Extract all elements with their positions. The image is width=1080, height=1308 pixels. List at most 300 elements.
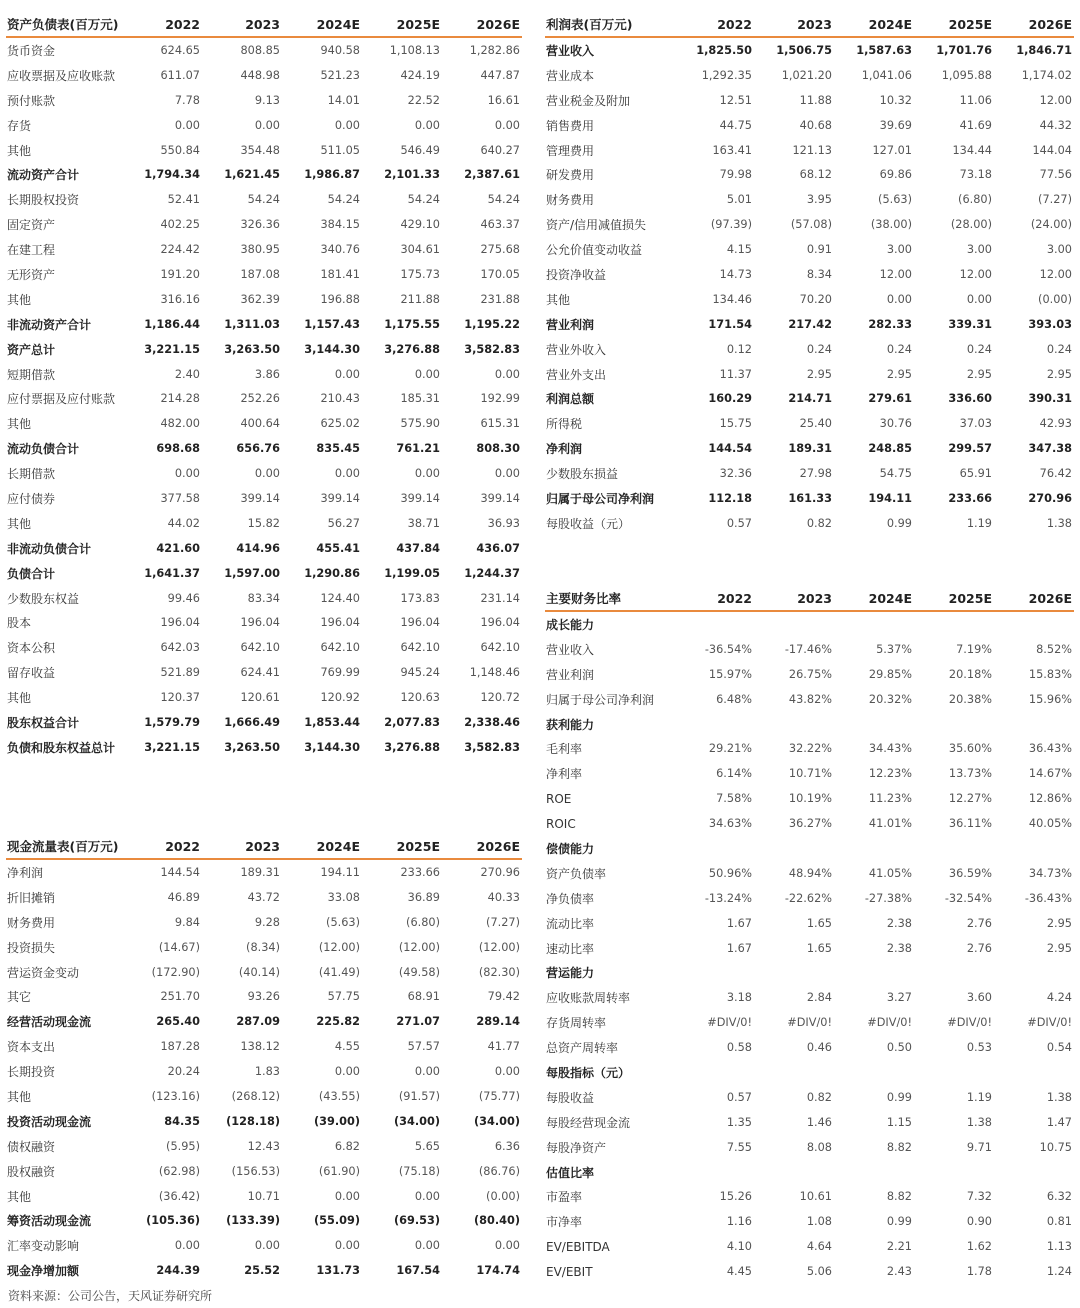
row-label: 每股经营现金流 [546,1115,631,1130]
cell-value: (62.98) [158,1164,200,1178]
cell-value: 270.96 [480,865,520,879]
cell-value: 225.82 [316,1015,360,1029]
cell-value: 7.32 [966,1190,992,1204]
cell-value: 1,199.05 [384,566,440,580]
row-label: 估值比率 [546,1165,595,1180]
cell-value: 1.67 [726,941,752,955]
cell-value: 384.15 [320,218,360,232]
year-header: 2025E [948,16,992,32]
cell-value: 2.95 [1046,941,1072,955]
row-label: 每股收益 [546,1090,595,1105]
row-label: 营运资金变动 [7,965,80,980]
cell-value: 455.41 [316,541,360,555]
cell-value: 550.84 [160,143,200,157]
cell-value: 12.00 [959,267,992,281]
cell-value [674,1160,754,1185]
cell-value: 6.32 [1046,1190,1072,1204]
cell-value: 1,621.45 [224,168,280,182]
row-label: 固定资产 [7,218,56,233]
cell-value: -13.24% [704,891,752,905]
row-label: 债权融资 [7,1139,56,1154]
cell-value [674,1060,754,1085]
cell-value: 174.74 [476,1264,520,1278]
cell-value: 54.24 [487,193,520,207]
cell-value: 1,244.37 [464,566,520,580]
cell-value: 299.57 [948,442,992,456]
cash-flow-table [6,834,522,1283]
cell-value: (69.53) [393,1214,440,1228]
row-label: 总资产周转率 [546,1041,619,1056]
table-row [6,935,522,960]
row-label: 应付债券 [7,491,56,506]
cell-value: 6.36 [494,1139,520,1153]
cell-value: 144.54 [708,442,752,456]
year-header: 2024E [868,590,912,606]
table-row [6,386,522,411]
cell-value: 1.19 [966,516,992,530]
table-row [545,886,1074,911]
row-label: 偿债能力 [546,841,595,856]
cell-value: 1.46 [806,1115,832,1129]
cell-value: 1.35 [726,1115,752,1129]
cell-value: 0.00 [966,292,992,306]
table-row [545,911,1074,936]
cell-value: 656.76 [236,442,280,456]
cell-value: 163.41 [712,143,752,157]
cell-value: -36.54% [704,642,752,656]
cell-value: 1,506.75 [776,43,832,57]
cell-value: 251.70 [160,990,200,1004]
table-row [6,635,522,660]
cell-value [914,836,994,861]
cell-value: 34.43% [868,742,912,756]
cell-value: 2.40 [174,367,200,381]
row-label: 每股净资产 [546,1140,607,1155]
cell-value [674,836,754,861]
cell-value: 211.88 [400,292,440,306]
cell-value: 42.93 [1039,417,1072,431]
cell-value: 112.18 [708,491,752,505]
cell-value: 769.99 [320,666,360,680]
year-header: 2026E [476,16,520,32]
cell-value: 265.40 [156,1015,200,1029]
cell-value: 12.23% [868,767,912,781]
row-label: 其他 [7,143,32,158]
cell-value [674,611,754,637]
cell-value: 698.68 [156,442,200,456]
row-label: 投资净收益 [546,267,607,282]
cell-value: 4.55 [334,1040,360,1054]
cell-value: 339.31 [948,317,992,331]
table-row [545,63,1074,88]
cell-value [914,712,994,737]
table-row [545,511,1074,536]
table-row [545,237,1074,262]
table-row [6,436,522,461]
cell-value: 0.00 [334,1239,360,1253]
cell-value: 2,101.33 [384,168,440,182]
cell-value: (5.63) [878,193,912,207]
cell-value: 2.95 [966,367,992,381]
year-header: 2025E [948,590,992,606]
cell-value: (12.00) [478,940,520,954]
row-label: EV/EBITDA [546,1239,610,1254]
cell-value: 54.75 [879,467,912,481]
cell-value: 8.82 [886,1140,912,1154]
cell-value: 511.05 [320,143,360,157]
cell-value: 187.08 [240,267,280,281]
cell-value: 1,095.88 [941,68,992,82]
row-label: 预付账款 [7,93,56,108]
cell-value: 50.96% [708,866,752,880]
cell-value: 210.43 [320,392,360,406]
cell-value: 414.96 [236,541,280,555]
cell-value: 10.61 [799,1190,832,1204]
table-row [6,63,522,88]
table-row [6,561,522,586]
cell-value: #DIV/0! [947,1016,992,1030]
cell-value: 1,597.00 [224,566,280,580]
cell-value: 127.01 [872,143,912,157]
cell-value: 30.76 [879,417,912,431]
row-label: 其他 [7,1189,32,1204]
table-row [545,162,1074,187]
table-row [6,362,522,387]
table-row [545,461,1074,486]
cell-value: 194.11 [868,491,912,505]
cell-value: -32.54% [944,891,992,905]
row-label: 应收账款周转率 [546,991,631,1006]
cell-value: 7.19% [956,642,992,656]
source-note: 资料来源：公司公告，天风证券研究所 [8,1289,213,1303]
cell-value: 11.88 [799,93,832,107]
cell-value: 12.43 [247,1139,280,1153]
year-header: 2024E [316,838,360,854]
row-label: 营业利润 [546,667,595,682]
cell-value: 0.00 [414,1239,440,1253]
income-statement-header [545,12,1074,37]
table-row [545,936,1074,961]
cell-value: 7.55 [726,1140,752,1154]
table-row [6,113,522,138]
cell-value: 6.14% [716,767,752,781]
cell-value: 9.28 [254,915,280,929]
row-label: 投资活动现金流 [7,1114,92,1129]
cell-value: (105.36) [146,1214,200,1228]
table-row [6,262,522,287]
cell-value: 233.66 [400,865,440,879]
cell-value: 0.24 [886,342,912,356]
row-label: 现金净增加额 [7,1264,80,1279]
row-label: 营业收入 [546,642,595,657]
cell-value: 3.00 [966,243,992,257]
cell-value: 25.40 [799,417,832,431]
year-header: 2023 [245,16,280,32]
balance-sheet-table [6,12,522,760]
table-row [545,262,1074,287]
income-statement-title: 利润表(百万元) [546,17,633,32]
row-label: 净利润 [546,442,583,457]
row-label: 获利能力 [546,717,595,732]
cell-value: 1.65 [806,916,832,930]
cell-value [834,836,914,861]
cell-value: 1.38 [966,1115,992,1129]
cell-value: 8.82 [886,1190,912,1204]
table-row [545,836,1074,861]
cell-value: 0.00 [334,467,360,481]
cell-value: 399.14 [240,491,280,505]
cell-value: 38.71 [407,516,440,530]
cell-value: 65.91 [959,467,992,481]
cell-value: 76.42 [1039,467,1072,481]
row-label: 研发费用 [546,168,595,183]
cell-value: 196.04 [400,616,440,630]
cell-value: 1.19 [966,1090,992,1104]
cell-value: 546.49 [400,143,440,157]
cell-value: 1,282.86 [469,43,520,57]
cell-value: 252.26 [240,392,280,406]
table-row [6,610,522,635]
cell-value: 940.58 [320,43,360,57]
cell-value: 0.00 [886,292,912,306]
cell-value: 144.04 [1032,143,1072,157]
cell-value: (7.27) [486,915,520,929]
cell-value: 289.14 [476,1015,520,1029]
table-row [6,885,522,910]
row-label: 长期股权投资 [7,193,80,208]
table-row [545,88,1074,113]
cell-value: 1.62 [966,1240,992,1254]
cell-value: 0.00 [414,367,440,381]
cell-value: 7.78 [174,93,200,107]
cell-value: (61.90) [318,1164,360,1178]
cell-value: 120.63 [400,691,440,705]
cell-value: 340.76 [320,243,360,257]
row-label: 归属于母公司净利润 [546,491,655,506]
cell-value: 1,641.37 [144,566,200,580]
row-label: 归属于母公司净利润 [546,692,655,707]
cell-value: 835.45 [316,442,360,456]
cell-value: #DIV/0! [867,1016,912,1030]
cell-value [994,1160,1074,1185]
cell-value: 0.12 [726,342,752,356]
cell-value: 12.00 [879,267,912,281]
cell-value: (57.08) [790,218,832,232]
cell-value: (0.00) [486,1189,520,1203]
cell-value: 54.24 [407,193,440,207]
cell-value: 27.98 [799,467,832,481]
cell-value: (7.27) [1038,193,1072,207]
row-label: 营运能力 [546,966,595,981]
year-header: 2025E [396,838,440,854]
cell-value: 354.48 [240,143,280,157]
cell-value: 167.54 [396,1264,440,1278]
year-header: 2026E [1028,590,1072,606]
table-row [545,687,1074,712]
table-row [545,138,1074,163]
table-row [6,511,522,536]
row-label: 市净率 [546,1215,583,1230]
cell-value: 120.92 [320,691,360,705]
cell-value: 144.54 [160,865,200,879]
cell-value: 377.58 [160,491,200,505]
cell-value: (268.12) [231,1089,280,1103]
cell-value: 808.85 [240,43,280,57]
cell-value: 15.26 [719,1190,752,1204]
table-row [545,1209,1074,1234]
cell-value [754,611,834,637]
cell-value: (34.00) [473,1114,520,1128]
cell-value: 2.76 [966,916,992,930]
cell-value: 20.32% [868,692,912,706]
cell-value: (97.39) [710,218,752,232]
cell-value: 15.96% [1028,692,1072,706]
row-label: 短期借款 [7,367,56,382]
cell-value: (5.63) [326,915,360,929]
cell-value: (36.42) [158,1189,200,1203]
cell-value: 0.00 [414,118,440,132]
cell-value: 32.36 [719,467,752,481]
table-row [545,113,1074,138]
cell-value: 12.00 [1039,267,1072,281]
cell-value: 482.00 [160,417,200,431]
cell-value: 36.89 [407,890,440,904]
row-label: 股本 [7,616,32,631]
cell-value: 15.83% [1028,667,1072,681]
table-row [6,237,522,262]
cell-value: 1.38 [1046,516,1072,530]
cell-value: 79.98 [719,168,752,182]
cell-value: 0.00 [254,118,280,132]
table-row [6,859,522,885]
cell-value: 0.00 [494,367,520,381]
cell-value: 12.51 [719,93,752,107]
cell-value: 642.03 [160,641,200,655]
cell-value: 224.42 [160,243,200,257]
cell-value: 0.00 [254,1239,280,1253]
cell-value: 2.84 [806,991,832,1005]
row-label: 资本公积 [7,641,56,656]
cell-value: 0.82 [806,516,832,530]
cell-value [994,960,1074,985]
cell-value: 196.04 [240,616,280,630]
table-row [6,461,522,486]
cell-value: 2.21 [886,1240,912,1254]
cell-value: 1.16 [726,1215,752,1229]
ratios-header [545,586,1074,611]
cash-flow-header [6,834,522,859]
cell-value: 39.69 [879,118,912,132]
cell-value: 192.99 [480,392,520,406]
cell-value: 1,148.46 [469,666,520,680]
cell-value: 0.24 [806,342,832,356]
cell-value: 214.71 [788,392,832,406]
cell-value: 14.73 [719,267,752,281]
cell-value [994,712,1074,737]
cell-value: 83.34 [247,591,280,605]
cell-value: 336.60 [948,392,992,406]
year-header: 2024E [316,16,360,32]
cell-value: 642.10 [240,641,280,655]
cell-value: (38.00) [870,218,912,232]
cell-value: 1,021.20 [781,68,832,82]
cell-value: 14.67% [1028,767,1072,781]
cell-value: 26.75% [788,667,832,681]
balance-sheet-header [6,12,522,37]
cell-value: 642.10 [480,641,520,655]
cell-value: (5.95) [166,1139,200,1153]
cell-value: 7.58% [716,792,752,806]
cell-value: 1,853.44 [304,715,360,729]
table-row [6,586,522,611]
row-label: 其他 [7,691,32,706]
cell-value [994,1060,1074,1085]
cell-value: 3,582.83 [464,740,520,754]
cell-value: (133.39) [226,1214,280,1228]
row-label: 管理费用 [546,143,595,158]
table-row [545,985,1074,1010]
cell-value: (6.80) [958,193,992,207]
cell-value: 3.00 [886,243,912,257]
cell-value: 33.08 [327,890,360,904]
table-row [545,960,1074,985]
cell-value: 194.11 [320,865,360,879]
cell-value: 0.99 [886,1215,912,1229]
cell-value: (24.00) [1030,218,1072,232]
cell-value [674,712,754,737]
cell-value [834,611,914,637]
cell-value: 362.39 [240,292,280,306]
table-row [545,611,1074,637]
cell-value: 0.82 [806,1090,832,1104]
cell-value [754,712,834,737]
cell-value: 231.14 [480,591,520,605]
cell-value: 436.07 [476,541,520,555]
cell-value: 2.95 [1046,367,1072,381]
cell-value: 44.02 [167,516,200,530]
cell-value: 15.82 [247,516,280,530]
cell-value: 12.00 [1039,93,1072,107]
row-label: 负债合计 [7,566,56,581]
row-label: 流动比率 [546,916,595,931]
table-row [545,1184,1074,1209]
cell-value: 1.13 [1046,1240,1072,1254]
row-label: 营业税金及附加 [546,93,631,108]
cell-value [754,836,834,861]
cell-value: (43.55) [318,1089,360,1103]
cell-value: 399.14 [320,491,360,505]
cell-value: 233.66 [948,491,992,505]
cell-value: 9.71 [966,1140,992,1154]
table-row [545,362,1074,387]
cell-value: 134.46 [712,292,752,306]
cell-value: (40.14) [238,965,280,979]
cell-value: 9.84 [174,915,200,929]
cell-value: 521.23 [320,68,360,82]
row-label: 存货 [7,118,32,133]
cell-value: 2.95 [1046,916,1072,930]
cell-value: 380.95 [240,243,280,257]
table-row [545,1085,1074,1110]
cell-value: 138.12 [240,1040,280,1054]
row-label: 筹资活动现金流 [7,1214,92,1229]
cell-value: 69.86 [879,168,912,182]
cell-value: 121.13 [792,143,832,157]
table-row [6,1159,522,1184]
financial-ratios-table [545,586,1074,1284]
cell-value: 1.83 [254,1065,280,1079]
cell-value: 521.89 [160,666,200,680]
